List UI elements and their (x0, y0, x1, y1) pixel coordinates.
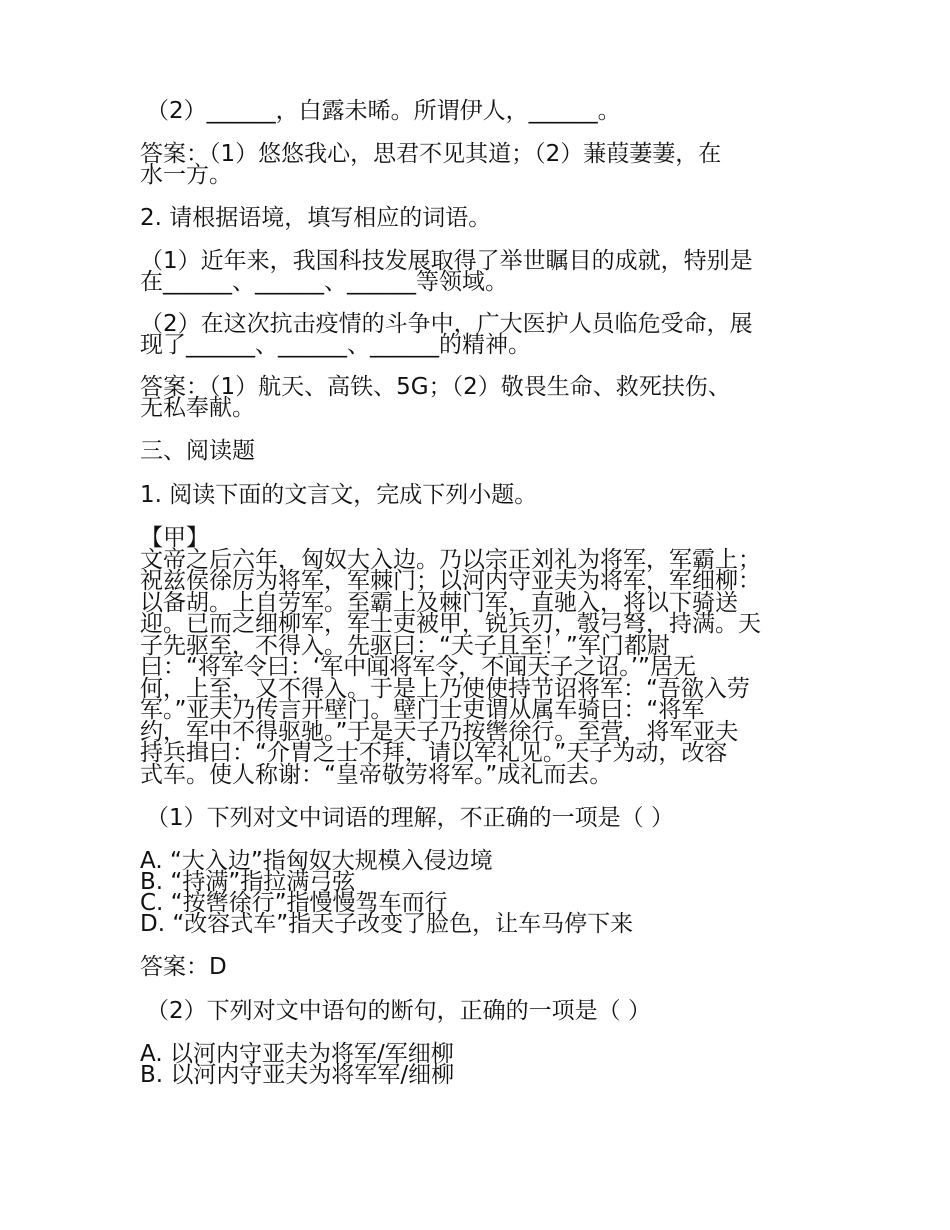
option-d: D. “改容式车”指天子改变了脸色，让车马停下来 (140, 911, 634, 937)
sub-question-2: （2）下列对文中语句的断句，正确的一项是（ ） (146, 998, 651, 1024)
passage-line: 以备胡。上自劳军。至霸上及棘门军，直驰入，将以下骑送 (140, 589, 738, 616)
question-line: 在______、______、______等领域。 (140, 269, 508, 295)
passage-line: 持兵揖曰：“介胄之士不拜，请以军礼见。”天子为动，改容 (140, 740, 728, 766)
passage-line: 文帝之后六年，匈奴大入边。乃以宗正刘礼为将军，军霸上； (140, 546, 761, 573)
option-c: C. “按辔徐行”指慢慢驾车而行 (140, 890, 448, 916)
sub-question-1: （1）下列对文中词语的理解，不正确的一项是（ ） (146, 805, 674, 831)
sub-question-1-options (140, 848, 820, 937)
passage-line: 子先驱至，不得入。先驱曰：“天子且至！”军门都尉 (140, 632, 670, 659)
reading-1-title: 1. 阅读下面的文言文，完成下列小题。 (140, 482, 538, 508)
passage-line: 军。”亚夫乃传言开壁门。壁门士吏谓从属车骑曰：“将军 (140, 697, 705, 723)
document-page (140, 100, 820, 1107)
sub-question-1-answer: 答案：D (140, 954, 227, 980)
question-line-2-poem: （2）______，白露未晞。所谓伊人，______。 (146, 98, 621, 124)
section-3-title: 三、阅读题 (140, 438, 255, 464)
passage-line: 曰：“将军令曰：‘军中闻将军令，不闻天子之诏。’”居无 (140, 654, 696, 680)
passage-line: 何，上至，又不得入。于是上乃使使持节诏将军：“吾欲入劳 (140, 675, 750, 702)
answer-block-2 (140, 374, 820, 421)
option-b: B. “持满”指拉满弓弦 (140, 869, 356, 895)
answer-line: 无私奉献。 (140, 395, 255, 421)
passage-line: 祝兹侯徐厉为将军，军棘门；以河内守亚夫为将军，军细柳： (140, 568, 761, 594)
question-2-title: 2. 请根据语境，填写相应的词语。 (140, 205, 492, 231)
question-line: （2）在这次抗击疫情的斗争中，广大医护人员临危受命，展 (140, 311, 753, 337)
option-a: A. “大入边”指匈奴大规模入侵边境 (140, 848, 493, 874)
option-b: B. 以河内守亚夫为将军军/细柳 (140, 1062, 455, 1088)
option-a: A. 以河内守亚夫为将军/军细柳 (140, 1041, 454, 1067)
sub-question-2-options (140, 1041, 820, 1088)
passage-line: 式车。使人称谢：“皇帝敬劳将军。”成礼而去。 (140, 761, 613, 788)
answer-block-1 (140, 141, 820, 188)
passage-line: 约，军中不得驱驰。”于是天子乃按辔徐行。至营，将军亚夫 (140, 718, 739, 745)
question-2-part-2 (140, 311, 820, 358)
answer-line: 答案：（1）航天、高铁、5G；（2）敬畏生命、救死扶伤、 (140, 374, 731, 400)
answer-line: 水一方。 (140, 162, 232, 188)
passage-line: 迎。已而之细柳军，军士吏被甲，锐兵刃，彀弓弩，持满。天 (140, 611, 761, 637)
question-line: （1）近年来，我国科技发展取得了举世瞩目的成就，特别是 (140, 248, 753, 274)
answer-line: 答案：（1）悠悠我心，思君不见其道；（2）蒹葭萋萋，在 (140, 141, 722, 167)
passage-label: 【甲】 (140, 525, 209, 551)
question-line: 现了______、______、______的精神。 (140, 332, 531, 358)
classical-passage (140, 525, 820, 788)
question-2-part-1 (140, 248, 820, 295)
